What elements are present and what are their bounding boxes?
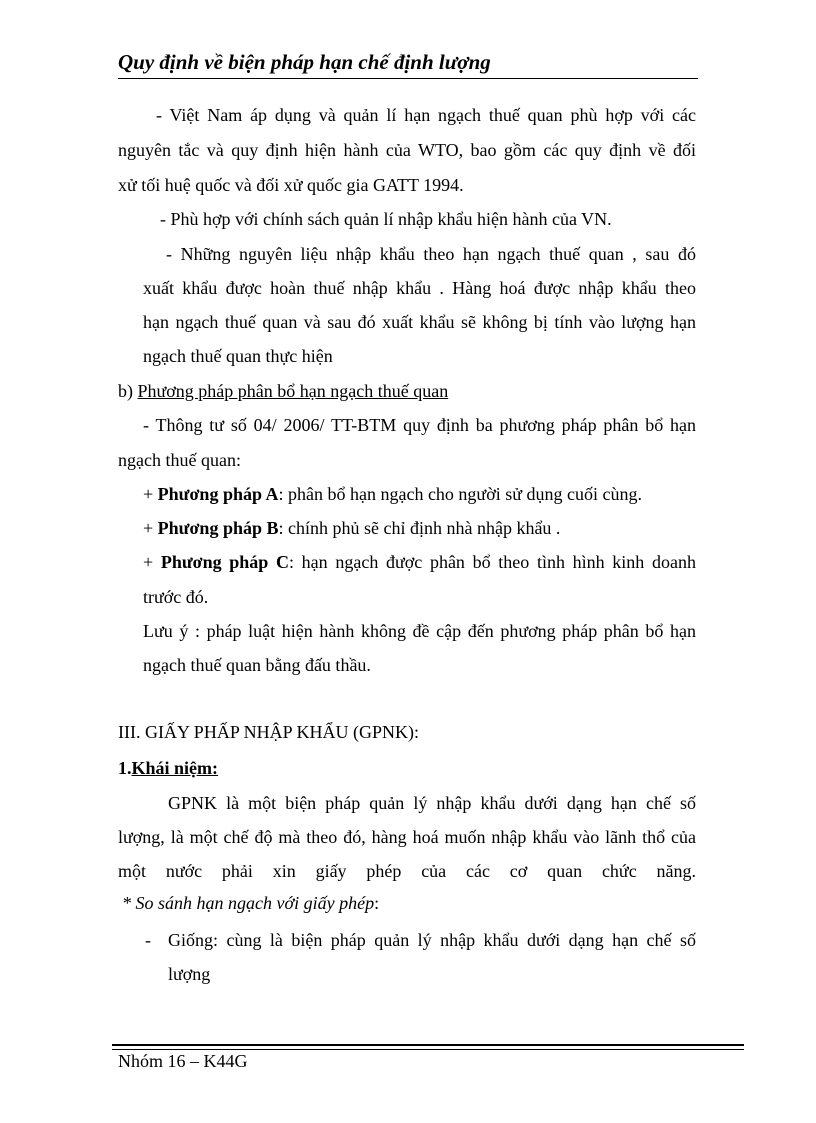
comparison-heading	[122, 892, 379, 914]
section-3-1-title: Khái niệm:	[131, 758, 219, 778]
footer-rule	[112, 1044, 744, 1046]
method-a-text: : phân bổ hạn ngạch cho người sử dụng cuối cùng.	[278, 484, 642, 504]
note-line: Lưu ý : pháp luật hiện hành không đề cập đến phương pháp phân bổ hạn	[143, 621, 696, 641]
section-b-title: Phương pháp phân bổ hạn ngạch thuế quan	[137, 381, 449, 401]
section-3-1-number: 1.	[118, 758, 132, 778]
paragraph-line: xuất khẩu được hoàn thuế nhập khẩu . Hàng hoá được nhập khẩu theo	[143, 278, 696, 298]
method-c-line	[143, 551, 696, 573]
footer-text: Nhóm 16 – K44G	[118, 1051, 248, 1071]
paragraph-line: ngạch thuế quan:	[118, 450, 241, 470]
section-3-1-heading	[118, 757, 218, 779]
method-b-text: : chính phủ sẽ chỉ định nhà nhập khẩu .	[278, 518, 561, 538]
note-line: ngạch thuế quan bằng đấu thầu.	[143, 655, 371, 675]
method-b-line	[143, 517, 560, 539]
paragraph-line: - Việt Nam áp dụng và quản lí hạn ngạch thuế quan phù hợp với các	[156, 105, 696, 125]
bullet-dash: -	[145, 930, 151, 950]
footer-rule	[112, 1049, 744, 1050]
section-b-prefix: b)	[118, 381, 138, 401]
bullet-line: Giống: cùng là biện pháp quản lý nhập khẩu dưới dạng hạn chế số	[168, 930, 696, 950]
method-b-label: Phương pháp B	[157, 518, 279, 538]
comparison-heading-colon: :	[374, 893, 380, 913]
header-rule	[118, 78, 698, 79]
method-c-plus: +	[143, 552, 161, 572]
paragraph-line: nguyên tắc và quy định hiện hành của WTO, bao gồm các quy định về đối	[118, 140, 696, 160]
paragraph-line: xử tối huệ quốc và đối xử quốc gia GATT 1994.	[118, 175, 464, 195]
method-c-label: Phương pháp C	[160, 552, 289, 572]
method-b-plus: +	[143, 518, 158, 538]
page-header-title: Quy định về biện pháp hạn chế định lượng	[118, 50, 491, 74]
section-b-heading	[118, 380, 448, 402]
method-a-line	[143, 483, 642, 505]
paragraph-line: trước đó.	[143, 587, 209, 607]
paragraph-line: - Thông tư số 04/ 2006/ TT-BTM quy định ba phương pháp phân bổ hạn	[143, 415, 696, 435]
comparison-heading-text: * So sánh hạn ngạch với giấy phép	[122, 893, 375, 913]
paragraph-line: lượng, là một chế độ mà theo đó, hàng hoá muốn nhập khẩu vào lãnh thổ của	[118, 827, 696, 847]
paragraph-line: ngạch thuế quan thực hiện	[143, 346, 333, 366]
paragraph-line: hạn ngạch thuế quan và sau đó xuất khẩu sẽ không bị tính vào lượng hạn	[143, 312, 696, 332]
method-a-label: Phương pháp A	[157, 484, 279, 504]
paragraph-line: - Những nguyên liệu nhập khẩu theo hạn ngạch thuế quan , sau đó	[166, 244, 696, 264]
paragraph-line: - Phù hợp với chính sách quản lí nhập khẩu hiện hành của VN.	[160, 209, 612, 229]
paragraph-line: một nước phải xin giấy phép của các cơ quan chức năng.	[118, 861, 696, 881]
paragraph-line: GPNK là một biện pháp quản lý nhập khẩu dưới dạng hạn chế số	[168, 793, 696, 813]
method-a-plus: +	[143, 484, 158, 504]
method-c-text: : hạn ngạch được phân bổ theo tình hình kinh doanh	[289, 552, 696, 572]
bullet-line: lượng	[168, 964, 211, 984]
section-3-heading: III. GIẤY PHẤP NHẬP KHẨU (GPNK):	[118, 722, 419, 742]
